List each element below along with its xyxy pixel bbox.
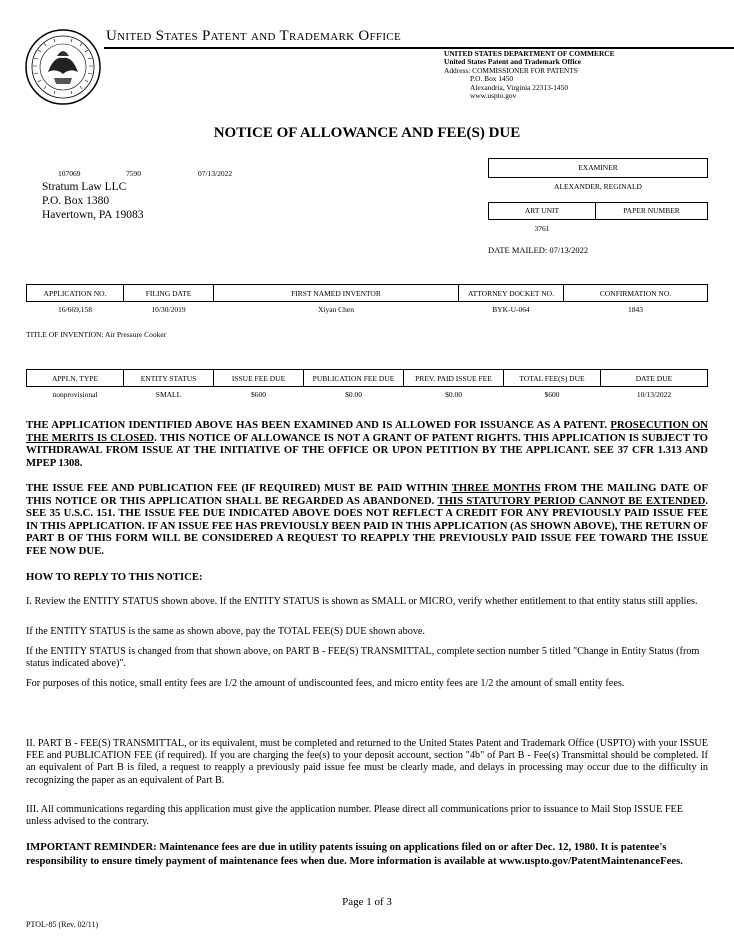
attorney-docket-no: BYK-U-064 xyxy=(492,304,530,314)
total-fees-due: $600 xyxy=(544,389,560,399)
form-number: PTOL-85 (Rev. 02/11) xyxy=(26,920,99,929)
prev-paid-issue-fee: $0.00 xyxy=(445,389,462,399)
issue-fee-paragraph xyxy=(26,482,708,558)
publication-fee-due: $0.00 xyxy=(345,389,362,399)
correspondent-street: P.O. Box 1380 xyxy=(42,195,110,207)
address-line-2: P.O. Box 1450 xyxy=(470,74,514,84)
header-publication-fee-due: PUBLICATION FEE DUE xyxy=(304,370,404,387)
customer-number: 107069 xyxy=(58,169,81,178)
address-label: Address: xyxy=(444,65,471,75)
dept-line-1: UNITED STATES DEPARTMENT OF COMMERCE xyxy=(444,49,615,58)
correspondence-address xyxy=(42,180,143,222)
document-title: NOTICE OF ALLOWANCE AND FEE(S) DUE xyxy=(213,125,521,141)
correspondence-date: 07/13/2022 xyxy=(198,169,233,178)
date-mailed: DATE MAILED: 07/13/2022 xyxy=(488,245,589,255)
examiner-name: ALEXANDER, REGINALD xyxy=(554,182,642,191)
uspto-seal-icon xyxy=(24,28,102,106)
important-reminder: IMPORTANT REMINDER: Maintenance fees are due in utility patents issuing on applications filed on or after Dec. 12, 1980. It is patentee's responsibility to ensure timely payment of maintenance fees when due. More information is available at www.uspto.gov/PatentMaintenanceFees. xyxy=(26,841,683,867)
header-filing-date: FILING DATE xyxy=(124,285,214,302)
paper-number-label-box xyxy=(595,202,708,220)
examiner-label-box xyxy=(488,158,708,178)
header-confirmation-no: CONFIRMATION NO. xyxy=(564,285,708,302)
header-attorney-docket-no: ATTORNEY DOCKET NO. xyxy=(459,285,564,302)
examiner-label: EXAMINER xyxy=(578,163,618,172)
allowance-paragraph xyxy=(26,419,708,469)
correspondent-city: Havertown, PA 19083 xyxy=(42,209,144,221)
date-due: 10/13/2022 xyxy=(636,389,672,399)
header-total-fees-due: TOTAL FEE(S) DUE xyxy=(504,370,601,387)
paper-number-label: PAPER NUMBER xyxy=(623,206,680,215)
p2-text-a: THE ISSUE FEE AND PUBLICATION FEE (IF REQUIRED) MUST BE PAID WITHIN xyxy=(26,482,452,494)
header-rule xyxy=(104,47,734,49)
application-table xyxy=(26,284,708,316)
correspondent-name: Stratum Law LLC xyxy=(42,181,127,193)
header-prev-paid-issue-fee: PREV. PAID ISSUE FEE xyxy=(404,370,504,387)
address-line-4: www.uspto.gov xyxy=(470,91,517,101)
confirmation-no: 1843 xyxy=(628,304,643,314)
header-entity-status: ENTITY STATUS xyxy=(124,370,214,387)
header-appln-type: APPLN. TYPE xyxy=(27,370,124,387)
p2-underlined-1: THREE MONTHS xyxy=(451,482,541,494)
art-unit-label-box xyxy=(488,202,596,220)
header-date-due: DATE DUE xyxy=(601,370,708,387)
dept-line-2: United States Patent and Trademark Office xyxy=(444,57,582,67)
instruction-i-same-status: If the ENTITY STATUS is the same as shown above, pay the TOTAL FEE(S) DUE shown above. xyxy=(26,626,426,637)
filing-date: 10/30/2019 xyxy=(151,304,186,314)
instruction-iii: III. All communications regarding this application must give the application number. Please direct all communications prior to issuance to Mail Stop ISSUE FEE unless advised to the contrary. xyxy=(26,804,683,828)
art-unit-label: ART UNIT xyxy=(524,206,560,215)
p2-text-b: FROM THE MAILING DATE OF THIS NOTICE OR THIS APPLICATION SHALL BE REGARDED AS ABANDONED. xyxy=(26,482,708,507)
page-number: Page 1 of 3 xyxy=(342,896,392,908)
fees-table xyxy=(26,369,708,401)
p1-underlined: PROSECUTION ON THE MERITS IS CLOSED xyxy=(26,419,709,444)
p1-text-b: . THIS NOTICE OF ALLOWANCE IS NOT A GRANT OF PATENT RIGHTS. THIS APPLICATION IS SUBJECT TO WITHDRAWAL FROM ISSUE AT THE INITIATIVE OF THE OFFICE OR UPON PETITION BY THE APPLICANT. SEE 37 CFR 1.313 AND MPEP 1308. xyxy=(26,431,708,469)
application-no: 16/669,158 xyxy=(58,304,92,314)
address-line-3: Alexandria, Virginia 22313-1450 xyxy=(470,82,569,92)
instruction-i-fee-purposes: For purposes of this notice, small entity fees are 1/2 the amount of undiscounted fees, and micro entity fees are 1/2 the amount of small entity fees. xyxy=(26,678,625,689)
p1-text-a: THE APPLICATION IDENTIFIED ABOVE HAS BEEN EXAMINED AND IS ALLOWED FOR ISSUANCE AS A PATENT. xyxy=(26,419,608,431)
header-application-no: APPLICATION NO. xyxy=(27,285,124,302)
department-address-block xyxy=(444,50,615,100)
address-line-1-text: COMMISSIONER FOR PATENTS xyxy=(472,65,578,75)
art-unit-value: 3761 xyxy=(534,224,550,233)
correspondence-code: 7590 xyxy=(126,169,141,178)
how-to-reply-heading: HOW TO REPLY TO THIS NOTICE: xyxy=(26,571,203,583)
instruction-i-changed-status: If the ENTITY STATUS is changed from that shown above, on PART B - FEE(S) TRANSMITTAL, complete section number 5 titled "Change in Entity Status (from status indicated above)". xyxy=(26,646,700,670)
instruction-i: I. Review the ENTITY STATUS shown above. If the ENTITY STATUS is shown as SMALL or MICRO, verify whether entitlement to that entity status still applies. xyxy=(26,596,698,607)
p2-text-c: . SEE 35 U.S.C. 151. THE ISSUE FEE DUE INDICATED ABOVE DOES NOT REFLECT A CREDIT FOR ANY PREVIOUSLY PAID ISSUE FEE IN THIS APPLICATION. IF AN ISSUE FEE HAS PREVIOUSLY BEEN PAID IN THIS APPLICATION (AS SHOWN ABOVE), THE RETURN OF PART B OF THIS FORM WILL BE CONSIDERED A REQUEST TO REAPPLY THE PREVIOUSLY PAID ISSUE FEE TOWARD THE ISSUE FEE NOW DUE. xyxy=(26,494,708,557)
issue-fee-due: $600 xyxy=(251,389,266,399)
title-of-invention: TITLE OF INVENTION: Air Pressure Cooker xyxy=(26,330,167,339)
office-name: United States Patent and Trademark Office xyxy=(106,28,401,44)
entity-status: SMALL xyxy=(155,389,182,399)
p2-underlined-2: THIS STATUTORY PERIOD CANNOT BE EXTENDED xyxy=(437,494,706,507)
appln-type: nonprovisional xyxy=(52,389,98,399)
header-first-named-inventor: FIRST NAMED INVENTOR xyxy=(214,285,459,302)
header-issue-fee-due: ISSUE FEE DUE xyxy=(214,370,304,387)
instruction-ii: II. PART B - FEE(S) TRANSMITTAL, or its equivalent, must be completed and returned to the United States Patent and Trademark Office (USPTO) with your ISSUE FEE and PUBLICATION FEE (if required). If you are charging the fee(s) to your deposit account, section "4b" of Part B - Fee(s) Transmittal should be completed. If an equivalent of Part B is filed, a request to reapply a previously paid issue fee must be clearly made, and delays in processing may occur due to the difficulty in recognizing the paper as an equivalent of Part B. xyxy=(26,738,708,786)
first-named-inventor: Xiyan Chen xyxy=(317,304,355,314)
